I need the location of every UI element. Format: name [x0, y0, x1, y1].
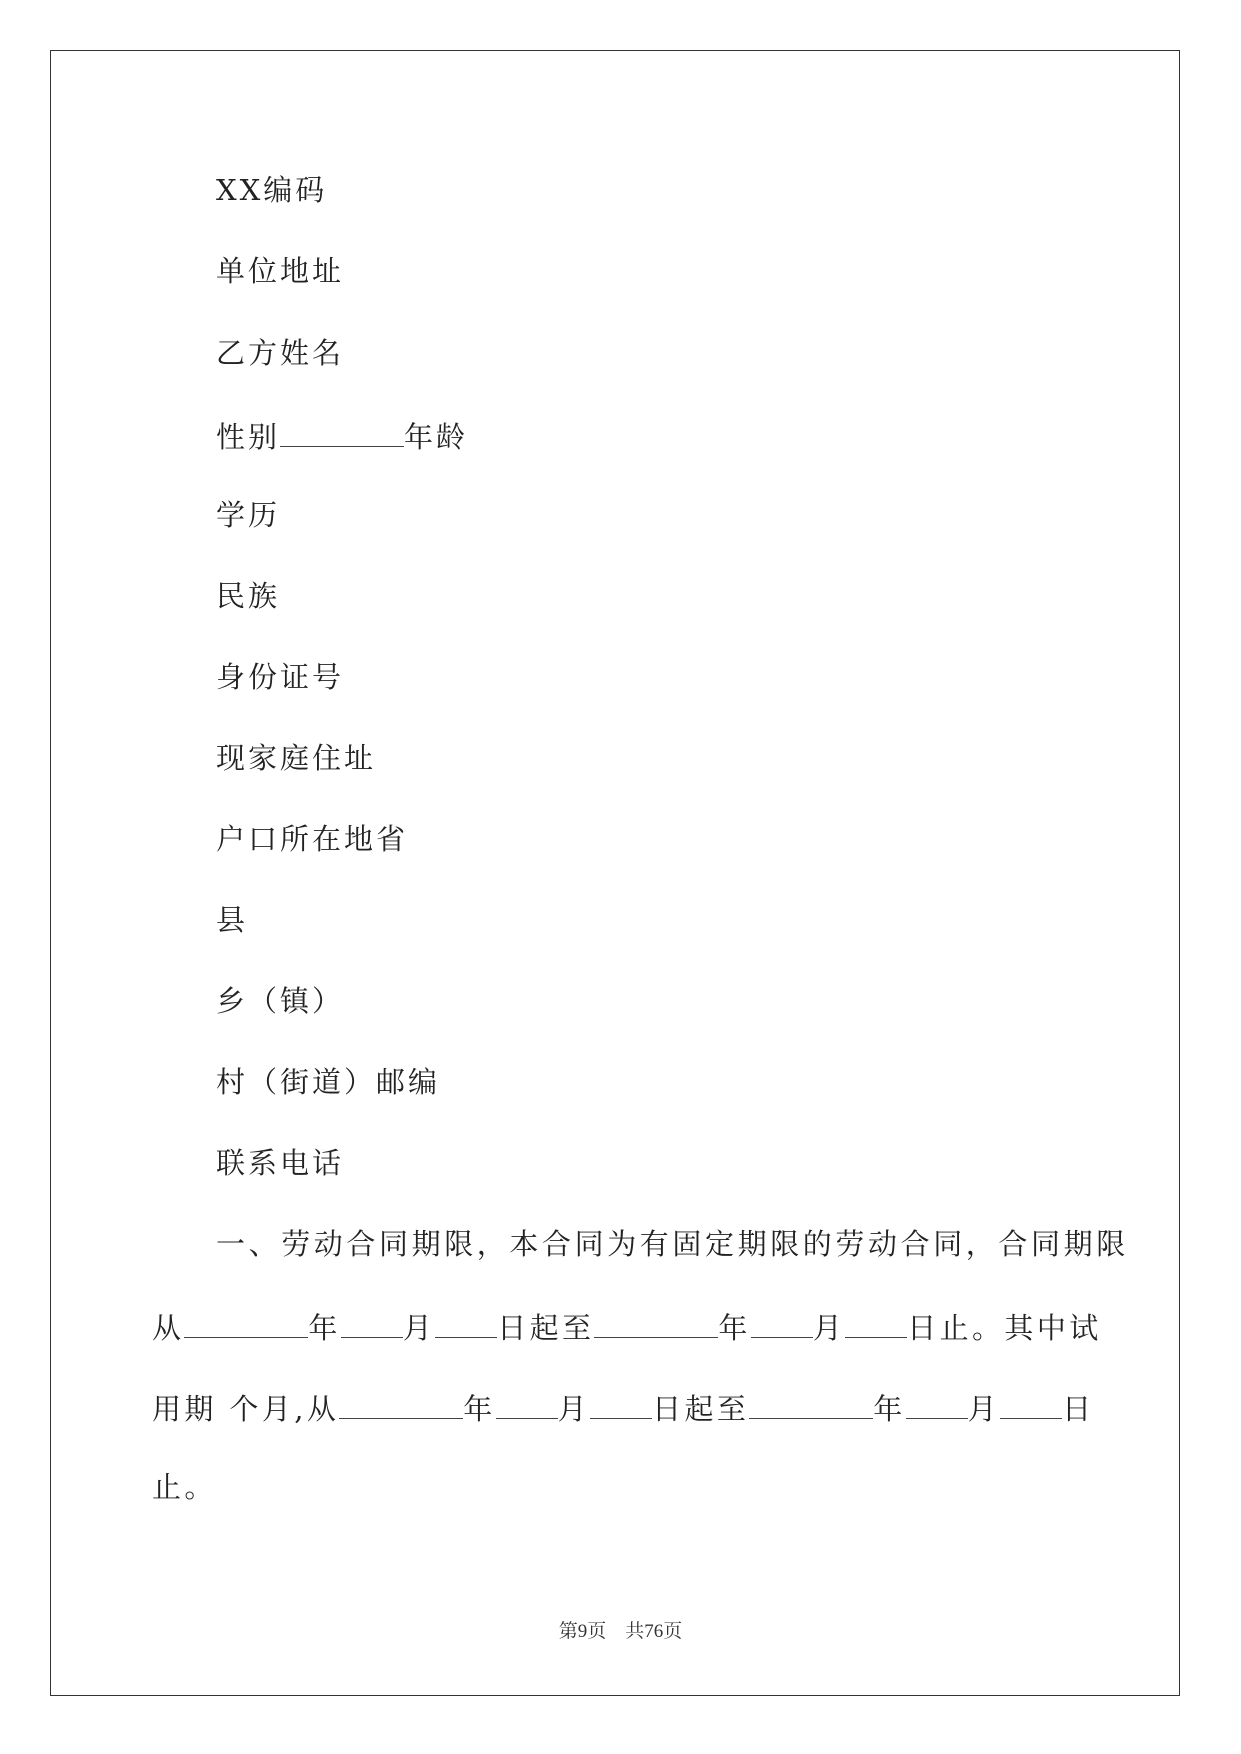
field-id-number: 身份证号 [216, 660, 345, 694]
field-gender-age [216, 420, 468, 452]
clause-1-term [152, 1227, 1129, 1530]
field-township: 乡（镇） [216, 984, 345, 1018]
clause-1-line-2: 从 年 月 日起至 年 月 日止。其中试 [152, 1311, 1102, 1345]
clause-1-line-4: 止。 [152, 1470, 217, 1504]
page-footer [0, 1616, 1241, 1643]
page-number: 第9页 [558, 1621, 607, 1642]
clause-1-line-3: 用期 个月,从 年 月 日起至 年 月 日 [152, 1392, 1095, 1426]
page-total: 共76页 [625, 1621, 683, 1642]
field-party-b-name: 乙方姓名 [216, 336, 345, 370]
field-code: XX编码 [216, 173, 328, 207]
gender-label: 性别 [216, 420, 281, 454]
field-village-postcode: 村（街道）邮编 [216, 1065, 441, 1099]
field-unit-address: 单位地址 [216, 254, 345, 288]
field-phone: 联系电话 [216, 1146, 345, 1180]
field-education: 学历 [216, 498, 281, 532]
field-home-address: 现家庭住址 [216, 741, 377, 775]
field-household-province: 户口所在地省 [216, 822, 409, 856]
gender-blank [280, 420, 404, 447]
field-ethnicity: 民族 [216, 579, 281, 613]
field-county: 县 [216, 903, 249, 937]
age-label: 年龄 [404, 420, 469, 454]
clause-1-line-1: 一、劳动合同期限，本合同为有固定期限的劳动合同，合同期限 [216, 1227, 1129, 1261]
